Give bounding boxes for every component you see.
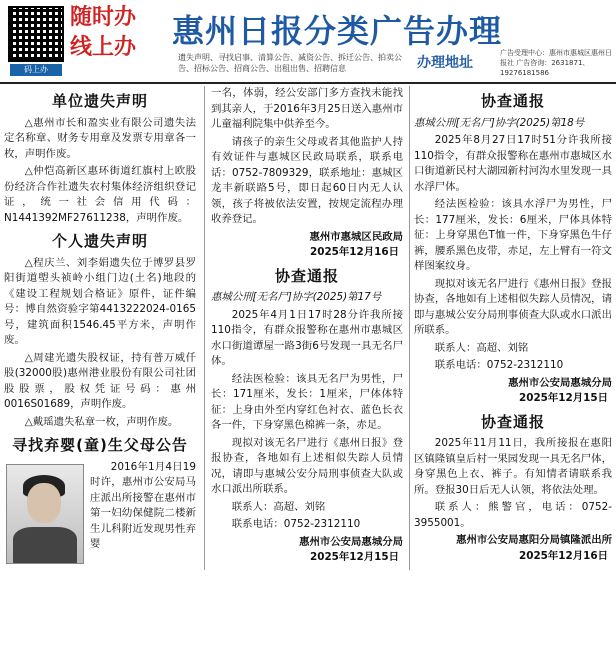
notice-paragraph: 2025年8月27日17时51分许我所接110指令，有群众报警称在惠州市惠城区水口街道新民村大湖园新村河沟水里发现一具水浮尸体。 [414, 134, 612, 193]
notice-date: 2025年12月16日 [309, 246, 399, 258]
address-info: 广告受理中心：惠州市惠城区惠州日报社 广告咨询：2631871、19276181586 [500, 49, 612, 77]
case-number: 惠城公刑[无名尸]协字(2025)第17号 [211, 291, 382, 303]
notice-paragraph: 一名，体弱，经公安部门多方查找未能找到其亲人，于2016年3月25日送入惠州市儿童福利院集中供养至今。 [211, 87, 403, 130]
signature: 惠州市公安局惠城分局 [299, 535, 403, 548]
notice-paragraph: 经法医检验：该具水浮尸为男性，尸长：177厘米，发长：6厘米，尸体具体特征：上身穿黑色T恤一件，下身穿黑色牛仔裤，腰系黑色皮带，赤足，左上臂有一符文样图案纹身。 [414, 198, 612, 272]
contact-person: 联系人：高超、刘铭 [434, 341, 529, 354]
notice-paragraph: 请孩子的亲生父母或者其他监护人持有效证件与惠城区民政局联系，联系电话：0752-7809329，联系地址：惠城区龙丰新联路5号，即日起60日内无人认领，孩子将被依法安置，按规定流程办理收养登记。 [211, 135, 403, 225]
notice-paragraph: 现拟对该无名尸进行《惠州日报》登报协查，各地如有上述相似失踪人员情况，请即与惠城公安分局刑事侦查大队或水口派出所联系。 [414, 277, 612, 336]
child-photo [6, 464, 84, 564]
notice-paragraph: 经法医检验：该具无名尸为男性，尸长：171厘米，发长：1厘米，尸体体特征：上身由外至内穿红色衬衣、蓝色长衣各一件，下身穿黑色棉裤一条，赤足。 [211, 372, 403, 431]
notice-paragraph: 现拟对该无名尸进行《惠州日报》登报协查，各地如有上述相似失踪人员情况，请即与惠城公安分局刑事侦查大队或水口派出所联系。 [211, 436, 403, 495]
slogan-line-2: 线上办 [70, 34, 137, 60]
signature: 惠州市惠城区民政局 [309, 230, 403, 243]
notice-paragraph: △周建光遗失股权证，持有普万威仟股(32000股)惠州港业股份有限公司社团股股票，股权凭证号码：惠州0016S01689，声明作废。 [4, 351, 196, 410]
case-number: 惠城公刑[无名尸]协字(2025)第18号 [414, 116, 585, 129]
notice-paragraph: 2016年1月4日19时许，惠州市公安局马庄派出所接警在惠州市第一妇幼保健院二楼新生儿科附近发现男性弃婴 [90, 460, 196, 550]
investigation-heading: 协查通报 [480, 412, 545, 431]
address-label: 办理地址 [417, 55, 473, 71]
page-title: 惠州日报分类广告办理 [172, 12, 503, 50]
column-left [4, 86, 196, 564]
contact-phone: 联系电话：0752-2312110 [231, 518, 361, 530]
slogan-line-1: 随时办 [70, 4, 137, 30]
notice-paragraph: △戴瑶遗失私章一枚，声明作废。 [24, 415, 179, 428]
notice-paragraph: 2025年11月11日，我所接报在惠阳区镇隆镇皇后村一果园发现一具无名尸体，身穿黑色上衣、裤子。有知情者请联系我所。登报30日后无人认领，将依法处理。 [414, 437, 612, 496]
unit-loss-heading: 单位遗失声明 [51, 92, 148, 110]
ad-categories: 遗失声明、寻找启事、清算公告、减资公告、拆迁公告、拍卖公告、招标公告、招商公告、出租出售、招聘信息 [178, 53, 402, 73]
qr-caption: 码上办 [10, 64, 62, 76]
personal-loss-heading: 个人遗失声明 [51, 232, 148, 250]
missing-child-heading: 寻找弃婴(童)生父母公告 [12, 436, 188, 454]
investigation-heading: 协查通报 [274, 266, 339, 285]
notice-paragraph: △仲恺高新区惠环街道红旗村上欧股份经济合作社遗失农村集体经济组织登记证，统一社会信用代码：N1441392MF27611238，声明作废。 [4, 165, 196, 224]
contact-person: 联系人：熊警官，电话：0752-3955001。 [414, 501, 612, 529]
masthead [0, 0, 616, 84]
notice-date: 2025年12月16日 [518, 549, 608, 562]
column-right [414, 86, 612, 568]
notice-date: 2025年12月15日 [309, 551, 399, 563]
signature: 惠州市公安局惠城分局 [508, 376, 612, 389]
investigation-heading: 协查通报 [480, 92, 545, 110]
contact-person: 联系人：高超、刘铭 [231, 500, 326, 513]
notice-date: 2025年12月15日 [518, 392, 608, 404]
notice-paragraph: 2025年4月1日17时28分许我所接110指令，有群众报警称在惠州市惠城区水口街道谭屋一路3街6号发现一具无名尸体。 [211, 308, 403, 367]
signature: 惠州市公安局惠阳分局镇隆派出所 [456, 534, 612, 546]
contact-phone: 联系电话：0752-2312110 [434, 359, 564, 371]
qr-code[interactable] [8, 6, 64, 62]
notice-paragraph: △惠州市长和盈实业有限公司遗失法定名称章、财务专用章及发票专用章各一枚，声明作废。 [4, 116, 196, 160]
notice-paragraph: △程庆兰、刘李娟遗失位于博罗县罗阳街道塱头祯岭小组门边(土名)地段的《建设工程规划合格证》原件，证件编号：博自然资验字第4413222024-0165号，建筑面积1546.45平方米，声明作废。 [4, 256, 196, 346]
slogan [70, 2, 170, 62]
column-middle [204, 86, 410, 570]
